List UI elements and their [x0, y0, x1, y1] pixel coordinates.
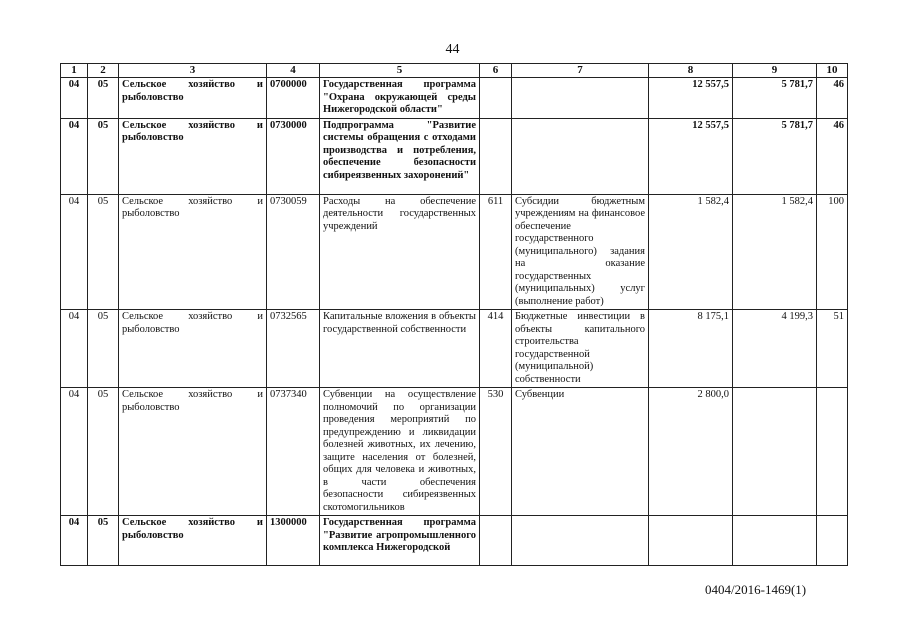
cell-plan: 2 800,0 [649, 388, 733, 516]
cell-plan: 12 557,5 [649, 118, 733, 194]
cell-percent: 100 [817, 194, 848, 310]
cell-section-name: Сельское хозяйство и рыболовство [119, 78, 267, 119]
cell-expense-code [480, 516, 512, 566]
col-header-6: 6 [480, 64, 512, 78]
cell-plan: 8 175,1 [649, 310, 733, 388]
cell-section: 04 [61, 310, 88, 388]
col-header-10: 10 [817, 64, 848, 78]
cell-actual: 5 781,7 [733, 118, 817, 194]
cell-actual: 5 781,7 [733, 78, 817, 119]
cell-percent [817, 388, 848, 516]
cell-expense-name: Бюджетные инвестиции в объекты капитального строительства государственной (муниципальной) собственности [512, 310, 649, 388]
col-header-2: 2 [88, 64, 119, 78]
cell-target-code: 0730000 [267, 118, 320, 194]
budget-table [60, 63, 848, 566]
table-row [61, 516, 848, 566]
cell-expense-name: Субсидии бюджетным учреждениям на финансовое обеспечение государственного (муниципального) задания на оказание государственных (муниципальных) услуг (выполнение работ) [512, 194, 649, 310]
cell-target-name: Государственная программа "Развитие агропромышленного комплекса Нижегородской [320, 516, 480, 566]
cell-section: 04 [61, 118, 88, 194]
cell-plan [649, 516, 733, 566]
table-row [61, 78, 848, 119]
cell-target-code: 0732565 [267, 310, 320, 388]
cell-subsection: 05 [88, 516, 119, 566]
cell-subsection: 05 [88, 194, 119, 310]
cell-actual: 1 582,4 [733, 194, 817, 310]
cell-target-code: 1300000 [267, 516, 320, 566]
cell-target-name: Государственная программа "Охрана окружающей среды Нижегородской области" [320, 78, 480, 119]
cell-percent: 46 [817, 78, 848, 119]
header-row [61, 64, 848, 78]
col-header-7: 7 [512, 64, 649, 78]
cell-expense-name [512, 118, 649, 194]
cell-target-name: Капитальные вложения в объекты государственной собственности [320, 310, 480, 388]
cell-target-name: Субвенции на осуществление полномочий по организации проведения мероприятий по предупреждению и ликвидации болезней животных, их лечению, защите населения от болезней, общих для человека и животных, в части обеспечения безопасности сибиреязвенных скотомогильников [320, 388, 480, 516]
cell-expense-name: Субвенции [512, 388, 649, 516]
cell-subsection: 05 [88, 310, 119, 388]
table-row [61, 388, 848, 516]
col-header-3: 3 [119, 64, 267, 78]
cell-target-code: 0730059 [267, 194, 320, 310]
cell-target-code: 0737340 [267, 388, 320, 516]
cell-plan: 12 557,5 [649, 78, 733, 119]
cell-expense-code: 611 [480, 194, 512, 310]
cell-expense-name [512, 78, 649, 119]
table-row [61, 194, 848, 310]
cell-section: 04 [61, 194, 88, 310]
cell-subsection: 05 [88, 118, 119, 194]
cell-section: 04 [61, 516, 88, 566]
cell-percent: 46 [817, 118, 848, 194]
cell-section-name: Сельское хозяйство и рыболовство [119, 194, 267, 310]
cell-actual: 4 199,3 [733, 310, 817, 388]
col-header-4: 4 [267, 64, 320, 78]
cell-target-name: Расходы на обеспечение деятельности государственных учреждений [320, 194, 480, 310]
cell-expense-code [480, 118, 512, 194]
page-number: 44 [445, 42, 460, 57]
cell-expense-code: 530 [480, 388, 512, 516]
col-header-8: 8 [649, 64, 733, 78]
table-row [61, 310, 848, 388]
cell-expense-name [512, 516, 649, 566]
col-header-5: 5 [320, 64, 480, 78]
cell-section-name: Сельское хозяйство и рыболовство [119, 118, 267, 194]
cell-section-name: Сельское хозяйство и рыболовство [119, 516, 267, 566]
cell-percent: 51 [817, 310, 848, 388]
cell-expense-code [480, 78, 512, 119]
cell-section: 04 [61, 78, 88, 119]
col-header-9: 9 [733, 64, 817, 78]
document-code: 0404/2016-1469(1) [705, 582, 807, 597]
cell-plan: 1 582,4 [649, 194, 733, 310]
cell-subsection: 05 [88, 78, 119, 119]
cell-percent [817, 516, 848, 566]
cell-target-name: Подпрограмма "Развитие системы обращения с отходами производства и потребления, обеспечение безопасности сибиреязвенных захоронений" [320, 118, 480, 194]
cell-actual [733, 516, 817, 566]
cell-section-name: Сельское хозяйство и рыболовство [119, 388, 267, 516]
cell-subsection: 05 [88, 388, 119, 516]
cell-actual [733, 388, 817, 516]
table-row [61, 118, 848, 194]
cell-expense-code: 414 [480, 310, 512, 388]
cell-section-name: Сельское хозяйство и рыболовство [119, 310, 267, 388]
col-header-1: 1 [61, 64, 88, 78]
cell-target-code: 0700000 [267, 78, 320, 119]
cell-section: 04 [61, 388, 88, 516]
